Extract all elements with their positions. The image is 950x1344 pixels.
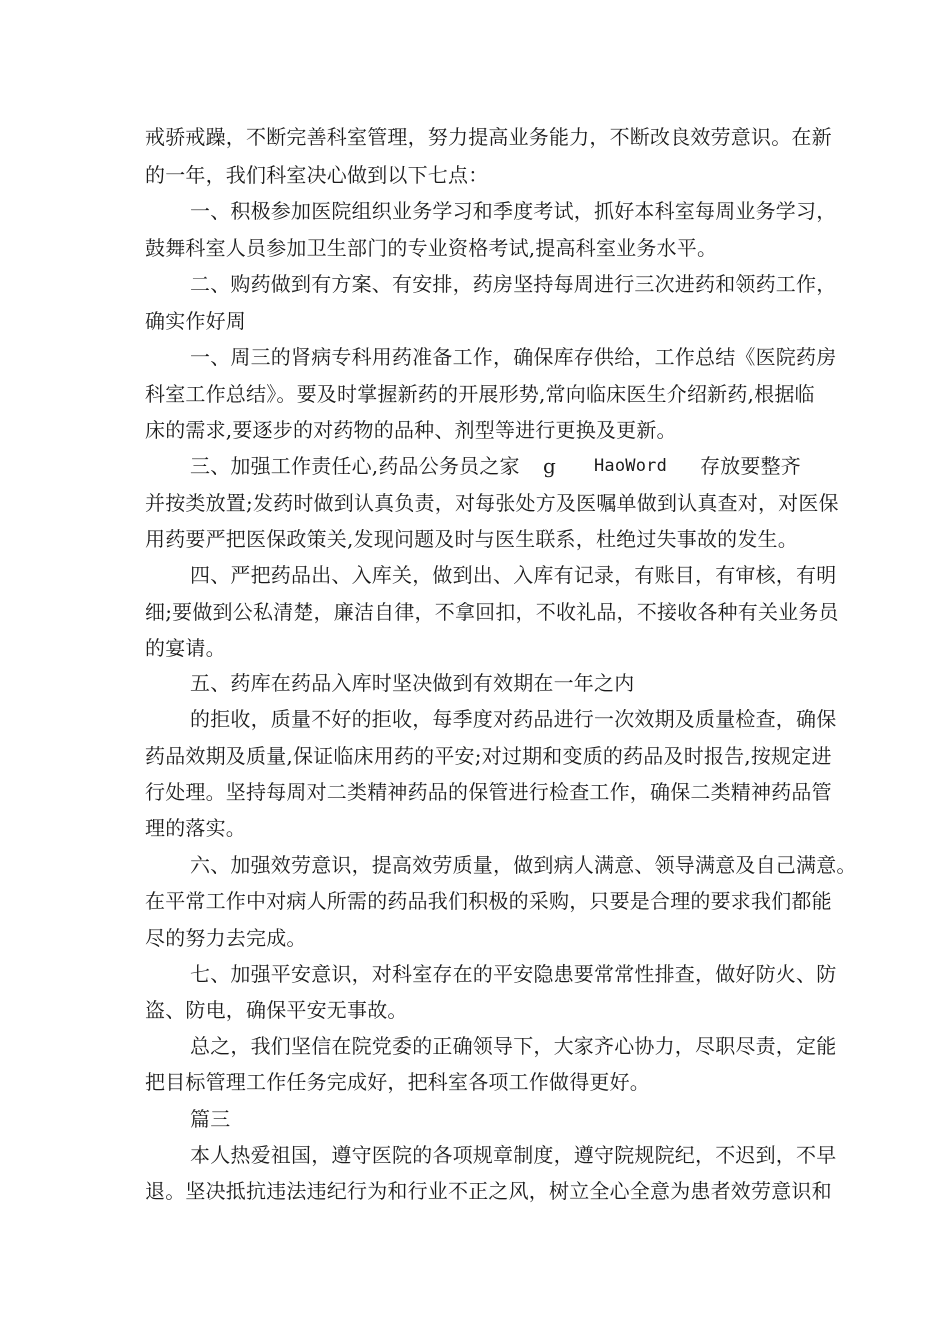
text-line: 七、加强平安意识，对科室存在的平安隐患要常常性排查，做好防火、防: [190, 962, 837, 986]
text-fragment: 存放要整齐: [700, 454, 801, 478]
section-heading: 篇三: [190, 1107, 231, 1131]
text-fragment: HaoWord: [594, 456, 668, 476]
text-line: 药品效期及质量,保证临床用药的平安;对过期和变质的药品及时报告,按规定进: [145, 744, 832, 768]
text-line: 五、药库在药品入库时坚决做到有效期在一年之内: [190, 671, 635, 695]
text-line: 三、加强工作责任心,药品公务员之家: [190, 454, 520, 478]
text-line: 总之，我们坚信在院党委的正确领导下，大家齐心协力，尽职尽责，定能: [190, 1034, 837, 1058]
text-line: 的宴请。: [145, 636, 226, 660]
text-line: 的一年，我们科室决心做到以下七点：: [145, 163, 489, 187]
text-line: 行处理。坚持每周对二类精神药品的保管进行检查工作，确保二类精神药品管: [145, 780, 832, 804]
text-line: 细;要做到公私清楚，廉洁自律，不拿回扣，不收礼品，不接收各种有关业务员: [145, 600, 839, 624]
text-line: 确实作好周: [145, 309, 246, 333]
text-fragment: g: [543, 454, 557, 478]
text-line: 床的需求,要逐步的对药物的品种、剂型等进行更换及更新。: [145, 418, 677, 442]
text-line: 四、严把药品出、入库关，做到出、入库有记录，有账目，有审核，有明: [190, 563, 837, 587]
text-line: 鼓舞科室人员参加卫生部门的专业资格考试,提高科室业务水平。: [145, 236, 718, 260]
text-line: 退。坚决抵抗违法违纪行为和行业不正之风，树立全心全意为患者效劳意识和: [145, 1179, 832, 1203]
text-line: 本人热爱祖国，遵守医院的各项规章制度，遵守院规院纪，不迟到，不早: [190, 1143, 837, 1167]
text-line: 六、加强效劳意识，提高效劳质量，做到病人满意、领导满意及自己满意。: [190, 853, 857, 877]
text-line: 一、积极参加医院组织业务学习和季度考试，抓好本科室每周业务学习，: [190, 199, 837, 223]
text-line: 一、周三的肾病专科用药准备工作，确保库存供给，工作总结《医院药房: [190, 345, 837, 369]
text-line: 科室工作总结》。要及时掌握新药的开展形势,常向临床医生介绍新药,根据临: [145, 382, 815, 406]
text-line: 在平常工作中对病人所需的药品我们积极的采购，只要是合理的要求我们都能: [145, 889, 832, 913]
text-line: 把目标管理工作任务完成好，把科室各项工作做得更好。: [145, 1070, 650, 1094]
text-line: 戒骄戒躁，不断完善科室管理，努力提高业务能力，不断改良效劳意识。在新: [145, 125, 832, 149]
text-line: 尽的努力去完成。: [145, 926, 307, 950]
text-line: 理的落实。: [145, 816, 246, 840]
text-line: 盗、防电，确保平安无事故。: [145, 998, 408, 1022]
text-line: 的拒收，质量不好的拒收，每季度对药品进行一次效期及质量检查，确保: [190, 707, 837, 731]
text-line: 二、购药做到有方案、有安排，药房坚持每周进行三次进药和领药工作，: [190, 272, 837, 296]
text-line: 并按类放置;发药时做到认真负责，对每张处方及医嘱单做到认真查对，对医保: [145, 491, 839, 515]
text-line: 用药要严把医保政策关,发现问题及时与医生联系，杜绝过失事故的发生。: [145, 527, 798, 551]
